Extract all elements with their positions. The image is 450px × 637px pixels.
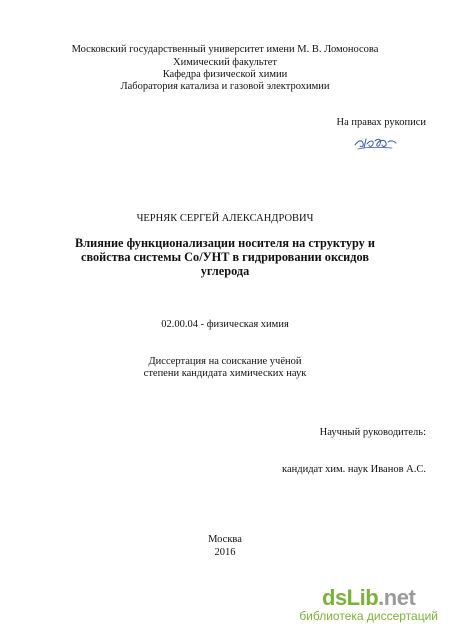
supervisor-name: кандидат хим. наук Иванов А.С. [282, 464, 426, 475]
title-line: свойства системы Co/УНТ в гидрировании оксидов [81, 250, 369, 264]
title-line: Влияние функционализации носителя на структуру и [75, 236, 375, 250]
watermark-logo-main: dsLib [322, 585, 379, 610]
faculty-name: Химический факультет [173, 57, 277, 68]
watermark-logo [299, 586, 438, 623]
degree-line: степени кандидата химических наук [143, 368, 307, 379]
dissertation-title [0, 236, 450, 278]
university-name: Московский государственный университет имени М. В. Ломоносова [71, 44, 379, 55]
watermark-subtitle: библиотека диссертаций [299, 609, 438, 623]
dissertation-type: Диссертация на соискание учёной [148, 356, 302, 367]
year: 2016 [214, 547, 236, 558]
department-name: Кафедра физической химии [162, 69, 288, 80]
laboratory-name: Лаборатория катализа и газовой электрохимии [120, 81, 330, 92]
title-line: углерода [200, 264, 250, 278]
specialty-code: 02.00.04 - физическая химия [161, 319, 289, 330]
watermark-logo-domain: .net [378, 585, 416, 610]
city: Москва [208, 534, 242, 545]
supervisor-label: Научный руководитель: [319, 427, 426, 438]
author-name: ЧЕРНЯК СЕРГЕЙ АЛЕКСАНДРОВИЧ [136, 213, 314, 224]
manuscript-note: На правах рукописи [336, 117, 426, 128]
signature-image [352, 131, 402, 153]
